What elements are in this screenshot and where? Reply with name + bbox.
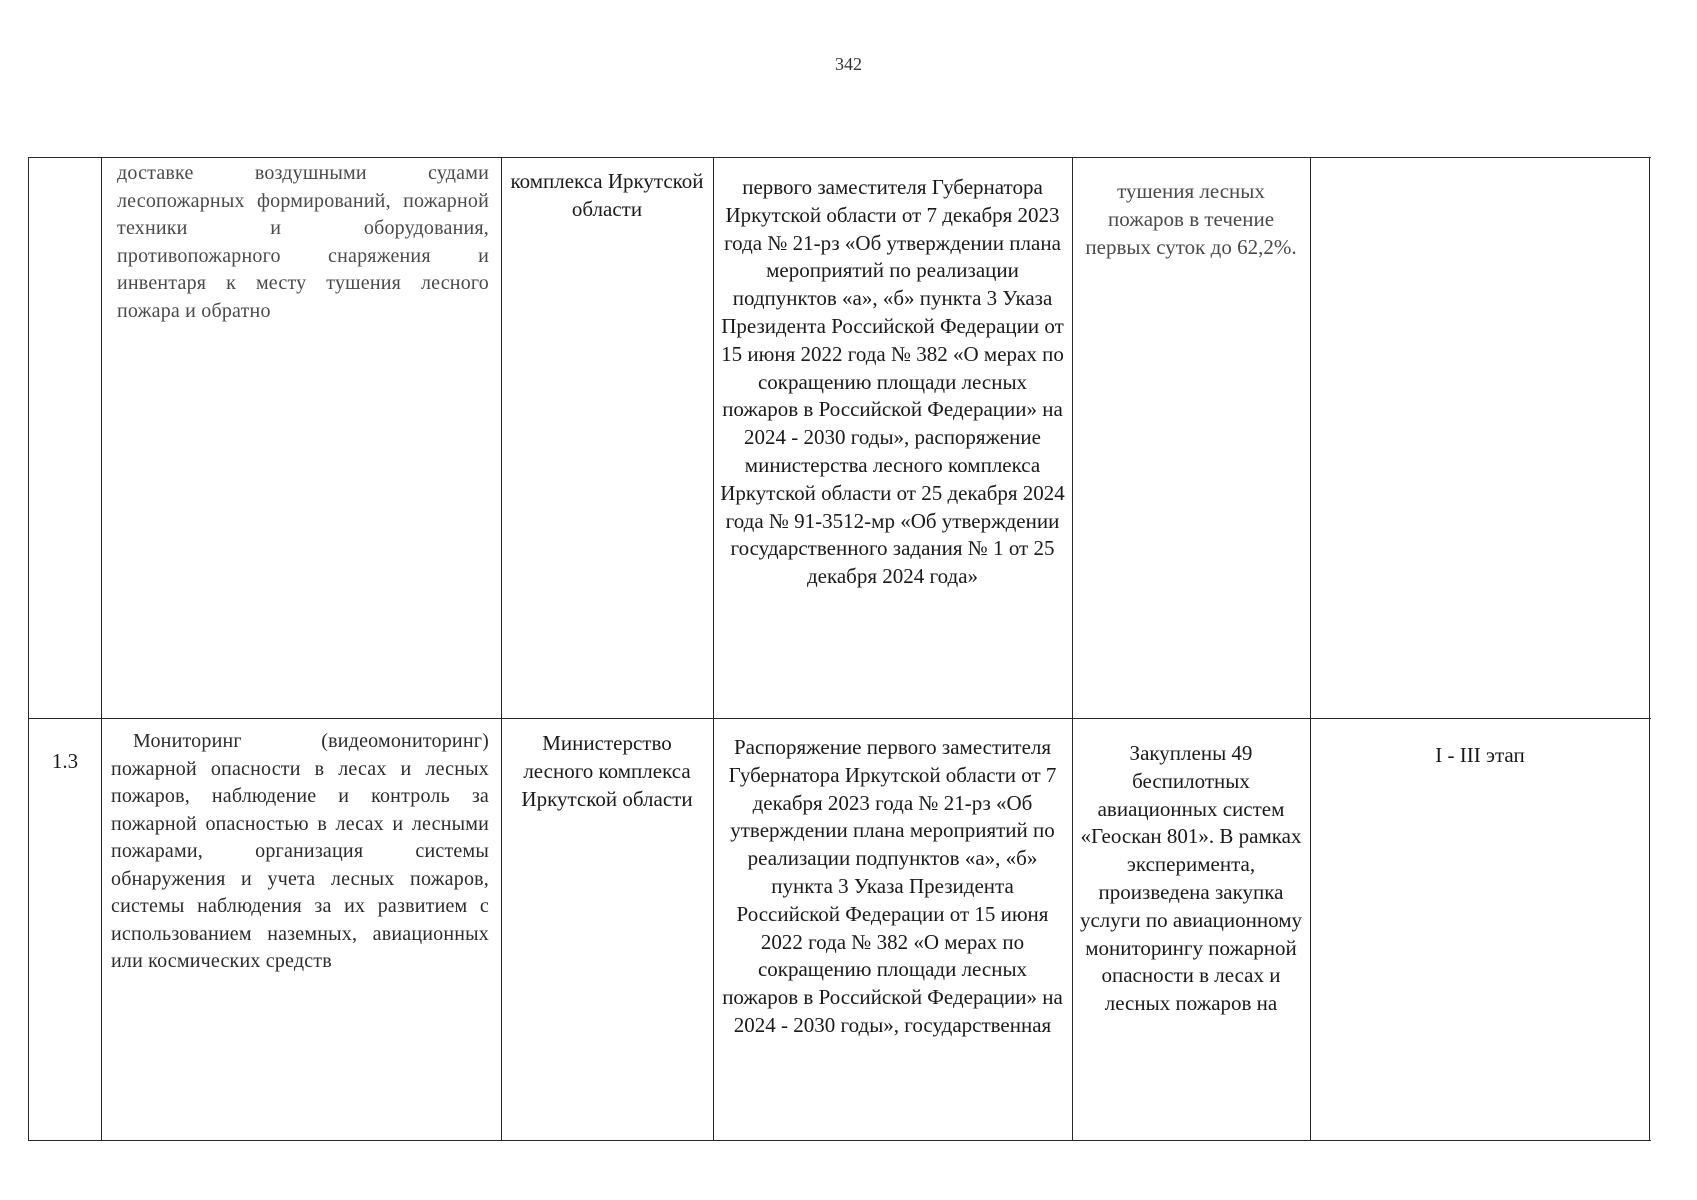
activity-cell: доставке воздушными судами лесопожарных формирований, пожарной техники и оборудования, противопожарного снаряжения и инвентаря к месту тушения лесного пожара и обратно — [117, 162, 489, 322]
result-cell: тушения лесных пожаров в течение первых суток до 62,2%. — [1085, 179, 1297, 259]
page-number: 342 — [835, 54, 862, 74]
stage-cell: I - III этап — [1435, 743, 1525, 767]
row-number-cell — [29, 158, 101, 718]
row-divider — [29, 718, 1651, 719]
document-cell: первого заместителя Губернатора Иркутской области от 7 декабря 2023 года № 21-рз «Об утверждении плана мероприятий по реализации подпунктов «а», «б» пункта 3 Указа Президента Российской Федерации от 15 июня 2022 года № 382 «О мерах по сокращению площади лесных пожаров в Российской Федерации» на 2024 - 2030 годы», распоряжение министерства лесного комплекса Иркутской области от 25 декабря 2024 года № 91-3512-мр «Об утверждении государственного задания № 1 от 25 декабря 2024 года» — [720, 175, 1065, 589]
executor-cell: комплекса Иркутской области — [510, 169, 704, 221]
stage-cell — [1317, 178, 1643, 714]
document-cell: Распоряжение первого заместителя Губернатора Иркутской области от 7 декабря 2023 года № 21-рз «Об утверждении плана мероприятий по реализации подпунктов «а», «б» пункта 3 Указа Президента Российской Федерации от 15 июня 2022 года № 382 «О мерах по сокращению площади лесных пожаров в Российской Федерации» на 2024 - 2030 годы», государственная — [722, 735, 1063, 1037]
executor-cell: Министерство лесного комплекса Иркутской области — [521, 731, 693, 811]
activity-cell: Мониторинг (видеомониторинг) пожарной опасности в лесах и лесных пожаров, наблюдение и контроль за пожарной опасностью в лесах и лесными пожарами, организация системы обнаружения и учета лесных пожаров, системы наблюдения за их развитием с использованием наземных, авиационных или космических средств — [111, 730, 489, 972]
result-cell: Закуплены 49 беспилотных авиационных систем «Геоскан 801». В рамках эксперимента, произведена закупка услуги по авиационному мониторингу пожарной опасности в лесах и лесных пожаров на — [1079, 741, 1303, 1016]
table-row — [29, 720, 1652, 1140]
measures-table — [28, 157, 1651, 1141]
row-number-cell: 1.3 — [51, 749, 79, 773]
table-row-continuation — [29, 158, 1652, 718]
